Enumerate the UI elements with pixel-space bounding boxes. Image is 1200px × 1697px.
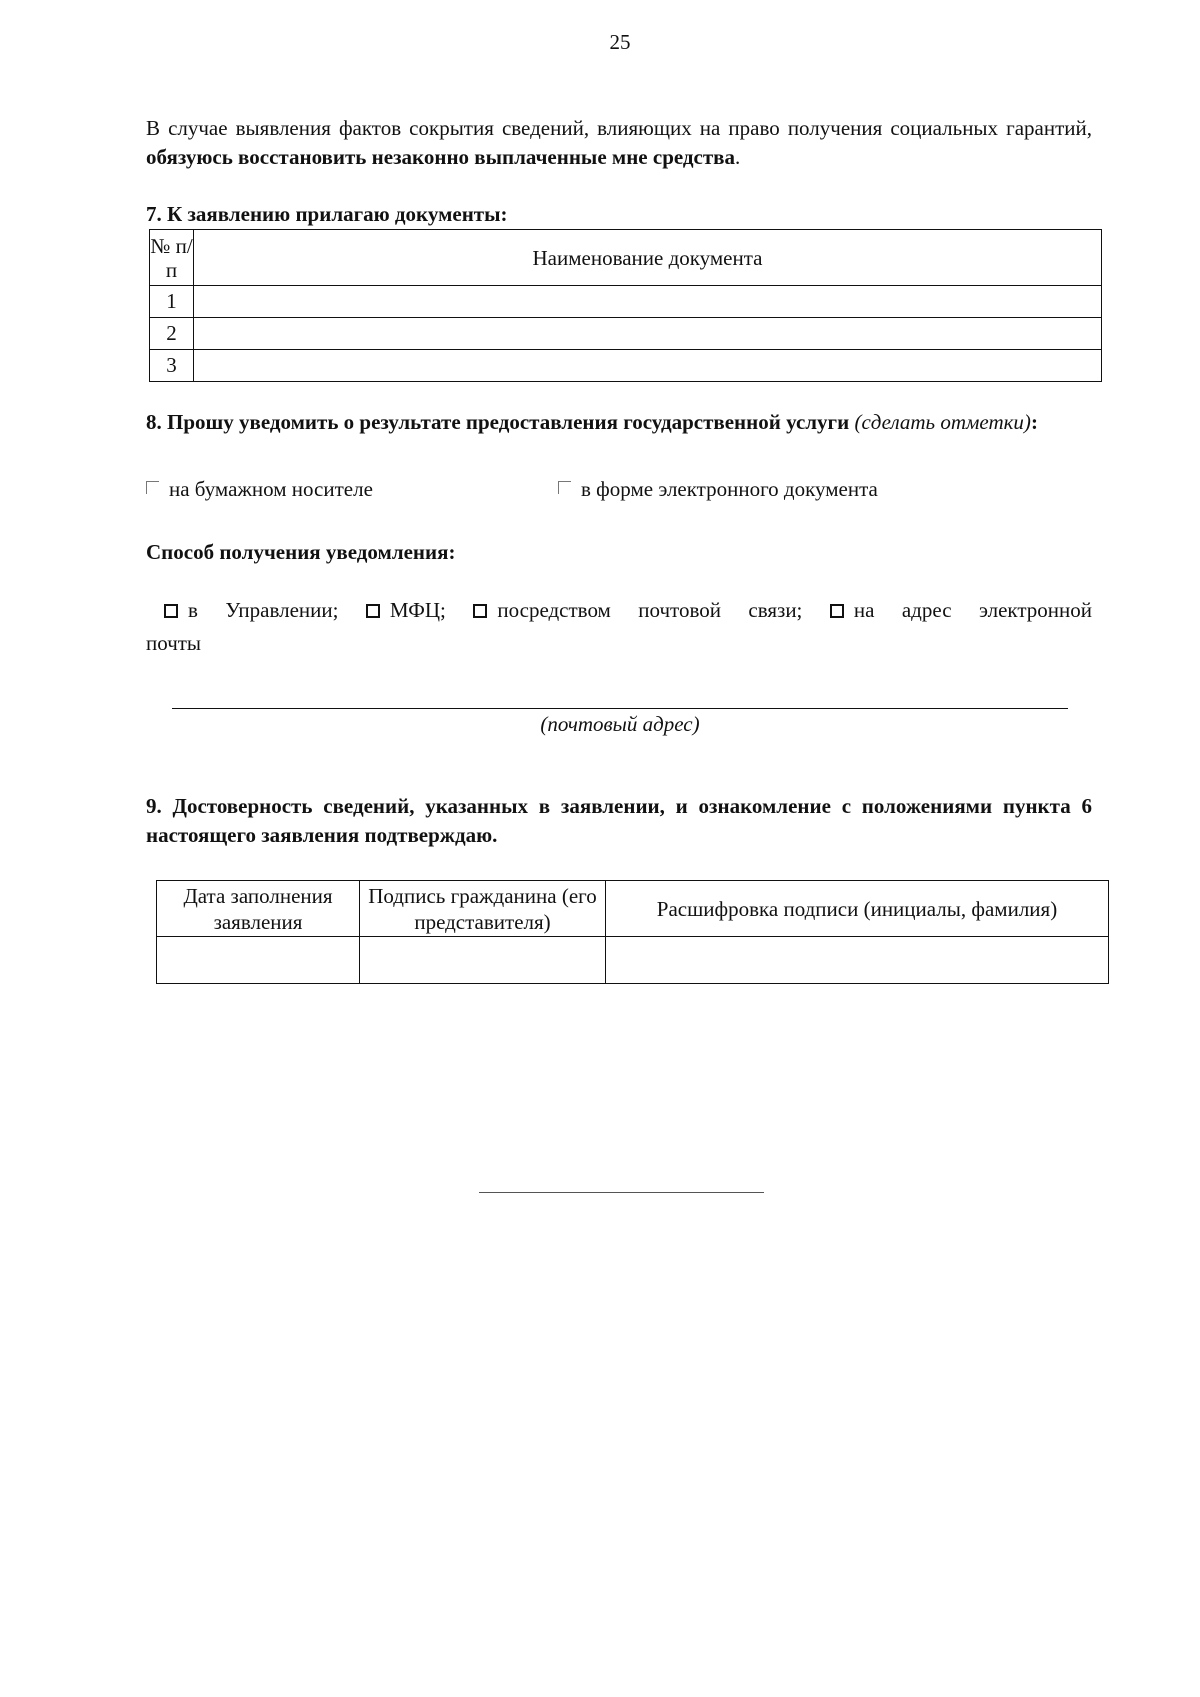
postal-address-caption: (почтовый адрес) bbox=[540, 712, 700, 736]
signature-header-row bbox=[157, 881, 1109, 937]
col-num-header: № п/п bbox=[150, 230, 194, 286]
end-separator bbox=[479, 1192, 764, 1193]
signature-cell[interactable] bbox=[360, 937, 606, 984]
table-row bbox=[150, 350, 1102, 382]
signature-fill-row bbox=[157, 937, 1109, 984]
option-paper-label: на бумажном носителе bbox=[169, 477, 373, 501]
section8-heading-end: : bbox=[1030, 410, 1038, 434]
signature-header: Подпись гражданина (его представителя) bbox=[360, 881, 606, 937]
paper-checkbox-icon[interactable] bbox=[146, 481, 159, 494]
option-mfc-label: МФЦ; bbox=[389, 598, 446, 622]
delivery-options bbox=[146, 594, 1092, 660]
option-post-checkbox[interactable] bbox=[473, 604, 487, 618]
option-electronic-label: в форме электронного документа bbox=[581, 477, 878, 501]
attachments-table bbox=[149, 229, 1102, 382]
option-email-checkbox[interactable] bbox=[830, 604, 844, 618]
option-office-label: в Управлении; bbox=[188, 598, 339, 622]
document-name-cell[interactable] bbox=[194, 286, 1102, 318]
table-row bbox=[150, 286, 1102, 318]
col-name-header: Наименование документа bbox=[194, 230, 1102, 286]
row-number: 2 bbox=[150, 318, 194, 350]
section9-heading: 9. Достоверность сведений, указанных в заявлении, и ознакомление с положениями пункта 6 настоящего заявления подтверждаю. bbox=[146, 794, 1092, 847]
signature-table bbox=[156, 880, 1109, 984]
section7-heading: 7. К заявлению прилагаю документы: bbox=[146, 202, 508, 226]
electronic-checkbox-icon[interactable] bbox=[558, 481, 571, 494]
attachments-header-row bbox=[150, 230, 1102, 286]
delivery-heading: Способ получения уведомления: bbox=[146, 540, 456, 564]
option-paper[interactable] bbox=[146, 474, 373, 504]
liability-text: В случае выявления фактов сокрытия сведений, влияющих на право получения социальных гарантий, bbox=[146, 116, 1092, 140]
document-name-cell[interactable] bbox=[194, 318, 1102, 350]
option-office-checkbox[interactable] bbox=[164, 604, 178, 618]
name-transcript-header: Расшифровка подписи (инициалы, фамилия) bbox=[606, 881, 1109, 937]
liability-paragraph bbox=[146, 114, 1092, 172]
liability-obligation: обязуюсь восстановить незаконно выплаченные мне средства bbox=[146, 145, 736, 169]
page-number: 25 bbox=[609, 30, 631, 54]
date-header: Дата заполнения заявления bbox=[157, 881, 360, 937]
date-cell[interactable] bbox=[157, 937, 360, 984]
section8-heading-text: 8. Прошу уведомить о результате предоставления государственной услуги bbox=[146, 410, 850, 434]
option-electronic[interactable] bbox=[558, 474, 878, 504]
section8-heading-note: (сделать отметки) bbox=[854, 410, 1031, 434]
document-name-cell[interactable] bbox=[194, 350, 1102, 382]
table-row bbox=[150, 318, 1102, 350]
liability-end: . bbox=[735, 145, 741, 169]
option-email-label: на адрес электронной bbox=[853, 598, 1092, 622]
option-mfc-checkbox[interactable] bbox=[366, 604, 380, 618]
section8-heading bbox=[146, 408, 1092, 437]
row-number: 1 bbox=[150, 286, 194, 318]
option-email-label-cont: почты bbox=[146, 631, 202, 655]
option-post-label: посредством почтовой связи; bbox=[497, 598, 803, 622]
name-transcript-cell[interactable] bbox=[606, 937, 1109, 984]
row-number: 3 bbox=[150, 350, 194, 382]
delivery-options-line bbox=[146, 594, 1092, 627]
